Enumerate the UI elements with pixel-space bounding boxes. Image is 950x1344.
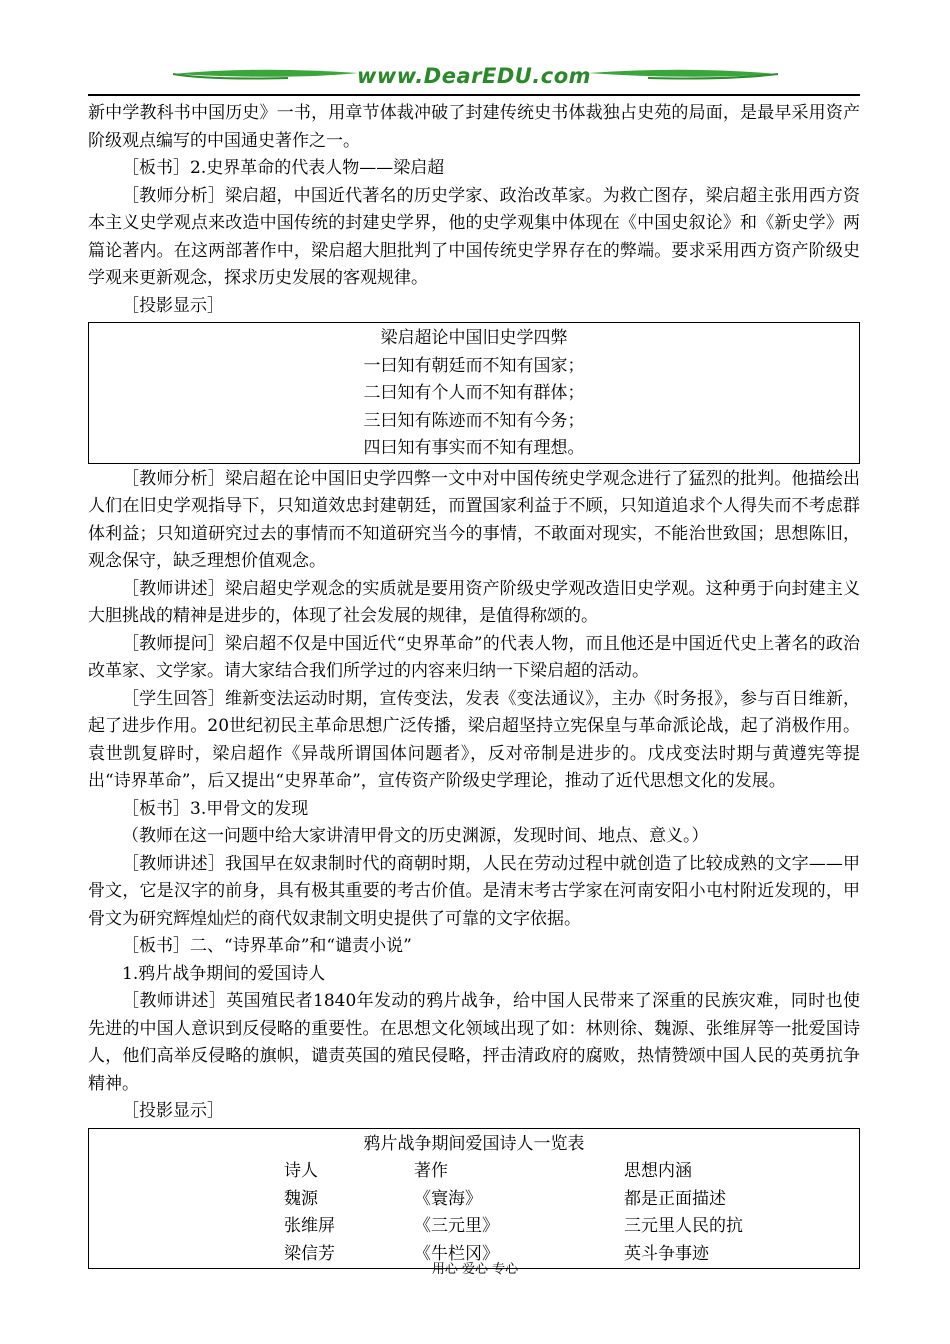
paragraph: ［学生回答］维新变法运动时期，宣传变法，发表《变法通议》，主办《时务报》，参与百日维新，起了进步作用。20世纪初民主革命思想广泛传播，梁启超坚持立宪保皇与革命派论战，起了消极作用。袁世凯复辟时，梁启超作《异哉所谓国体问题者》，反对帝制是进步的。戊戌变法时期与黄遵宪等提出“诗界革命”，后又提出“史界革命”，宣传资产阶级史学理论，推动了近代思想文化的发展。 (88, 688, 860, 791)
paragraph: 1.鸦片战争期间的爱国诗人 (122, 963, 326, 984)
projection-box-poets-table (88, 1128, 860, 1270)
site-header (88, 60, 860, 94)
paragraph-group-a (88, 100, 860, 320)
header-divider (88, 94, 860, 96)
page-footer: 用心 爱心 专心 (431, 1262, 519, 1277)
paragraph: 新中学教科书中国历史》一书，用章节体裁冲破了封建传统史书体裁独占史苑的局面，是最早采用资产阶级观点编写的中国通史著作之一。 (88, 103, 860, 151)
table-header-row (89, 1158, 859, 1186)
table-cell: 张维屏 (284, 1216, 335, 1236)
table-cell: 梁信芳 (284, 1243, 335, 1264)
table-cell: 《寰海》 (414, 1188, 482, 1209)
table-header-cell: 诗人 (284, 1161, 318, 1181)
table-row (89, 1213, 859, 1241)
paragraph: ［教师讲述］英国殖民者1840年发动的鸦片战争，给中国人民带来了深重的民族灾难，同时也使先进的中国人意识到反侵略的重要性。在思想文化领域出现了如：林则徐、魏源、张维屏等一批爱国诗人，他们高举反侵略的旗帜，谴责英国的殖民侵略，抨击清政府的腐败，热情赞颂中国人民的英勇抗争精神。 (88, 991, 860, 1094)
paragraph: ［板书］2.史界革命的代表人物——梁启超 (122, 158, 445, 178)
paragraph: ［教师分析］梁启超在论中国旧史学四弊一文中对中国传统史学观念进行了猛烈的批判。他描绘出人们在旧史学观指导下，只知道效忠封建朝廷，而置国家利益于不顾，只知道追求个人得失而不考虑群体利益；只知道研究过去的事情而不知道研究当今的事情，不敢面对现实，不能治世致国；思想陈旧，观念保守，缺乏理想价值观念。 (88, 468, 860, 571)
table-cell: 都是正面描述 (624, 1188, 726, 1209)
paragraph: ［教师提问］梁启超不仅是中国近代“史界革命”的代表人物，而且他还是中国近代史上著名的政治改革家、文学家。请大家结合我们所学过的内容来归纳一下梁启超的活动。 (88, 633, 860, 681)
paragraph-group-b (88, 466, 860, 1126)
box-title: 梁启超论中国旧史学四弊 (380, 328, 568, 348)
box-line: 四曰知有事实而不知有理想。 (363, 438, 585, 458)
table-header-cell: 著作 (414, 1161, 448, 1181)
paragraph: ［投影显示］ (122, 295, 224, 316)
table-title: 鸦片战争期间爱国诗人一览表 (363, 1133, 585, 1154)
paragraph: ［板书］3.甲骨文的发现 (122, 798, 309, 819)
table-cell: 《三元里》 (414, 1216, 499, 1236)
table-cell: 三元里人民的抗 (624, 1216, 743, 1236)
table-row (89, 1186, 859, 1214)
paragraph: ［教师讲述］梁启超史学观念的实质就是要用资产阶级史学观改造旧史学观。这种勇于向封建主义大胆挑战的精神是进步的，体现了社会发展的规律，是值得称颂的。 (88, 578, 860, 626)
paragraph: ［教师讲述］我国早在奴隶制时代的商朝时期，人民在劳动过程中就创造了比较成熟的文字——甲骨文，它是汉字的前身，具有极其重要的考古价值。是清末考古学家在河南安阳小屯村附近发现的，甲骨文为研究辉煌灿烂的商代奴隶制文明史提供了可靠的文字依据。 (88, 853, 860, 929)
table-header-cell: 思想内涵 (624, 1161, 692, 1181)
paragraph: ［投影显示］ (122, 1101, 224, 1121)
table-cell: 《牛栏冈》 (414, 1243, 499, 1264)
box-line: 二曰知有个人而不知有群体； (363, 383, 585, 403)
document-body (88, 100, 860, 1271)
paragraph: ［板书］二、“诗界革命”和“谴责小说” (122, 936, 412, 956)
paragraph: ［教师分析］梁启超，中国近代著名的历史学家、政治改革家。为救亡图存，梁启超主张用西方资本主义史学观点来改造中国传统的封建史学界，他的史学观集中体现在《中国史叙论》和《新史学》两篇论著内。在这两部著作中，梁启超大胆批判了中国传统史学界存在的弊端。要求采用西方资产阶级史学观来更新观念，探求历史发展的客观规律。 (88, 185, 860, 288)
site-logo-text[interactable]: www.DearEDU.com (356, 64, 592, 88)
table-cell: 英斗争事迹 (624, 1243, 709, 1264)
box-line: 三曰知有陈迹而不知有今务； (363, 410, 585, 431)
box-line: 一曰知有朝廷而不知有国家； (363, 355, 585, 376)
projection-box-four-flaws (88, 322, 860, 464)
paragraph: （教师在这一问题中给大家讲清甲骨文的历史渊源，发现时间、地点、意义。） (122, 826, 709, 846)
table-cell: 魏源 (284, 1188, 318, 1209)
